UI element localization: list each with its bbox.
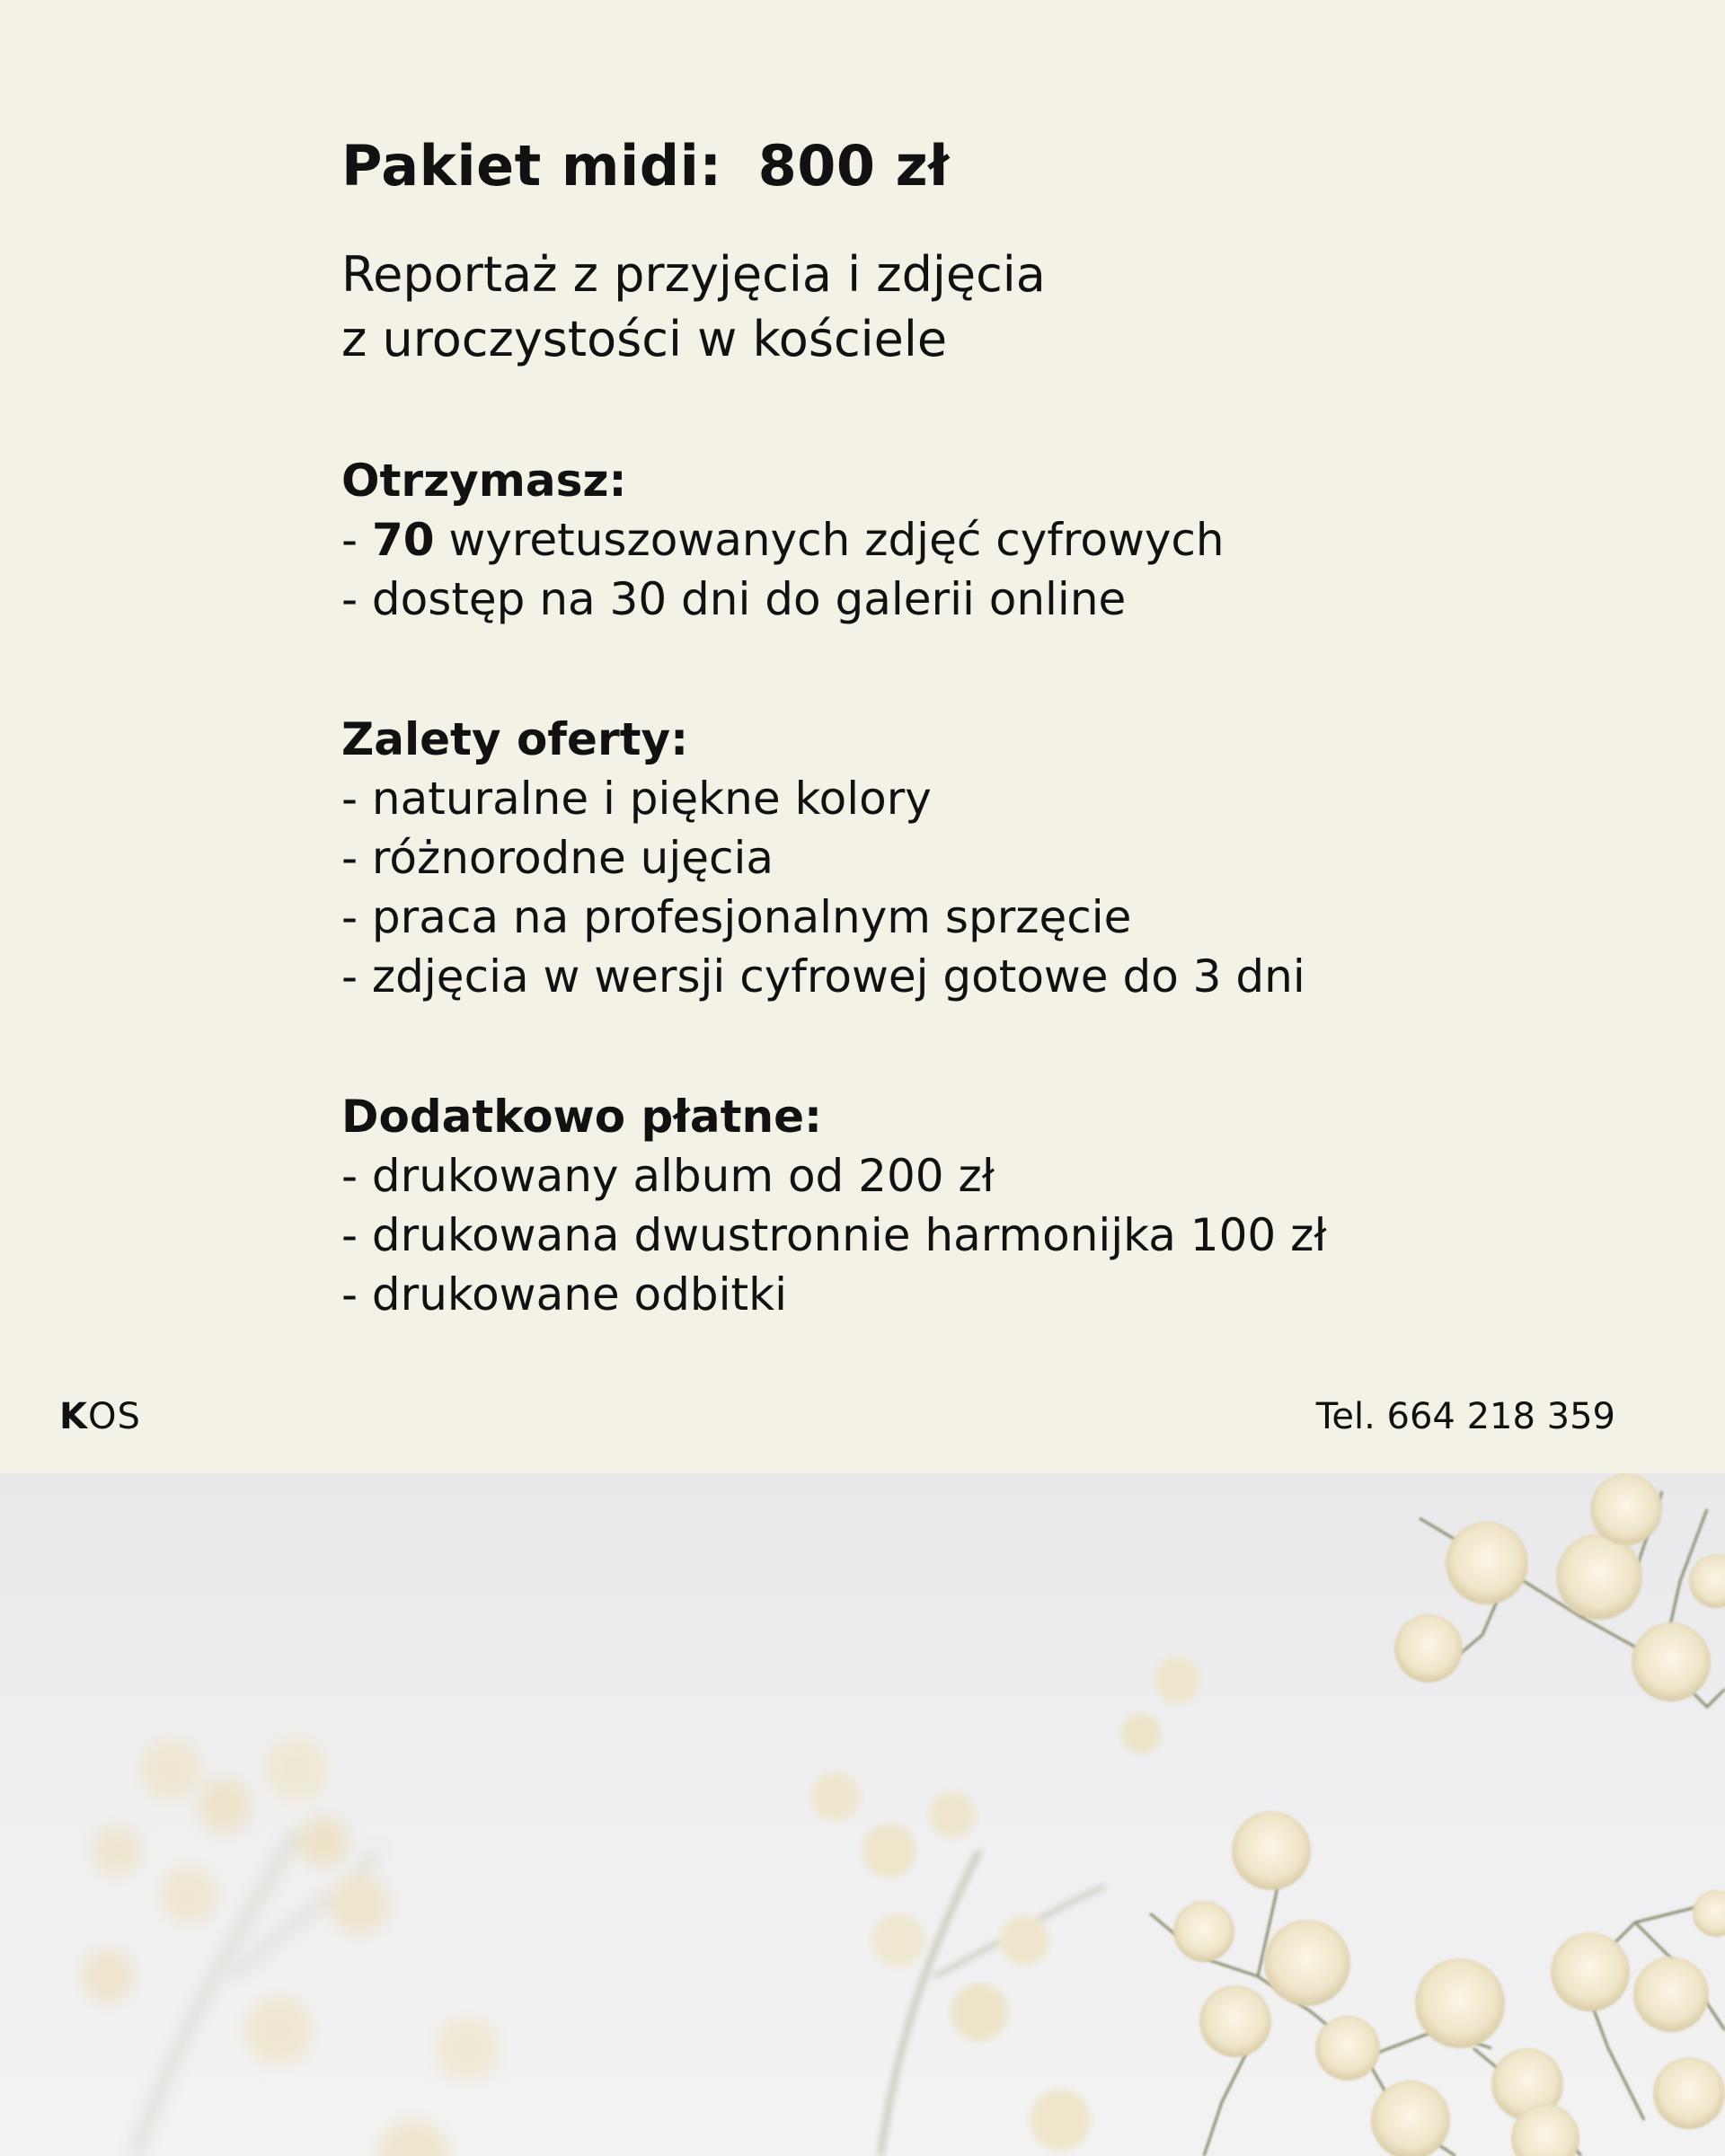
section-extra-paid	[341, 1087, 1327, 1324]
description-line-1: Reportaż z przyjęcia i zdjęcia	[341, 246, 1046, 303]
list-item: - praca na profesjonalnym sprzęcie	[341, 891, 1132, 943]
package-description	[341, 243, 1046, 372]
section-heading-advantages: Zalety oferty:	[341, 713, 689, 765]
flowers-photo	[0, 1473, 1725, 2156]
package-price: 800 zł	[757, 133, 950, 199]
list-item: - drukowane odbitki	[341, 1268, 787, 1321]
list-item: - zdjęcia w wersji cyfrowej gotowe do 3 dni	[341, 950, 1305, 1003]
package-title	[341, 133, 950, 199]
section-receive	[341, 451, 1225, 629]
list-item: - drukowany album od 200 zł	[341, 1150, 995, 1202]
phone-number: Tel. 664 218 359	[1315, 1396, 1615, 1437]
list-item: - drukowana dwustronnie harmonijka 100 zł	[341, 1209, 1327, 1261]
gypsophila-illustration	[0, 1473, 1725, 2156]
list-item: - różnorodne ujęcia	[341, 832, 774, 884]
section-advantages	[341, 710, 1305, 1006]
list-item: - dostęp na 30 dni do galerii online	[341, 573, 1127, 625]
photo-count: 70	[371, 514, 435, 566]
brand-logo: KOS	[59, 1396, 141, 1437]
section-heading-receive: Otrzymasz:	[341, 455, 627, 507]
section-heading-extra: Dodatkowo płatne:	[341, 1091, 822, 1143]
description-line-2: z uroczystości w kościele	[341, 311, 948, 367]
list-item: - naturalne i piękne kolory	[341, 773, 932, 825]
list-item: - 70 wyretuszowanych zdjęć cyfrowych	[341, 514, 1225, 566]
package-label: Pakiet midi:	[341, 133, 722, 199]
